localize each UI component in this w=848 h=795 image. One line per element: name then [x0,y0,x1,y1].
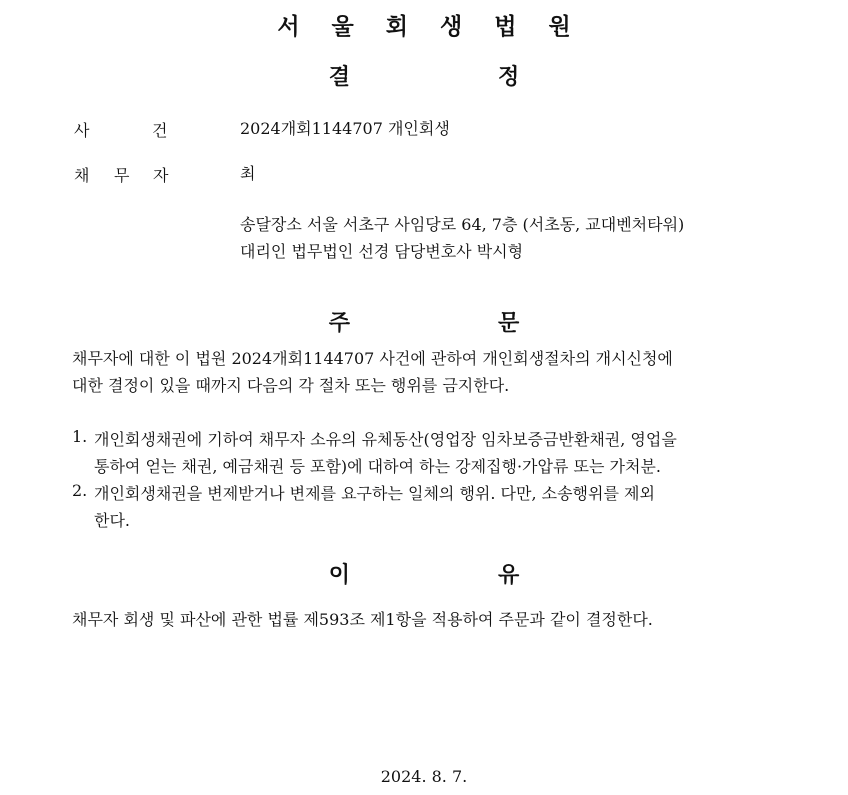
case-label: 사 건 [74,121,168,140]
order-heading: 주 문 [328,311,520,336]
reason-heading: 이 유 [328,563,520,588]
agent-info: 대리인 법무법인 선경 담당변호사 박시형 [240,242,524,261]
order-item-list [0,427,848,537]
document-title-char-2: 정 [498,65,520,90]
document-title-char-1: 결 [328,65,350,90]
decision-date: 2024. 8. 7. [380,767,468,786]
order-item-line: 한다. [94,511,130,530]
order-item-number: 1. [72,427,88,446]
order-intro-line-2: 대한 결정이 있을 때까지 다음의 각 절차 또는 행위를 금지한다. [72,376,510,395]
order-item-line: 개인회생채권을 변제받거나 변제를 요구하는 일체의 행위. 다만, 소송행위를 제외 [94,484,655,503]
order-intro-line-1: 채무자에 대한 이 법원 2024개회1144707 사건에 관하여 개인회생절차의 개시신청에 [72,349,673,368]
order-item-number: 2. [72,481,88,500]
reason-text: 채무자 회생 및 파산에 관한 법률 제593조 제1항을 적용하여 주문과 같이 결정한다. [72,610,653,629]
debtor-label: 채 무 자 [74,166,169,185]
service-address: 송달장소 서울 서초구 사임당로 64, 7층 (서초동, 교대벤처타워) [240,215,685,234]
debtor-value: 최 [240,164,256,183]
order-item-line: 개인회생채권에 기하여 채무자 소유의 유체동산(영업장 임차보증금반환채권, 영업을 [94,430,677,449]
court-name: 서 울 회 생 법 원 [277,14,583,40]
document-title [0,60,848,91]
order-item-line: 통하여 얻는 채권, 예금채권 등 포함)에 대하여 하는 강제집행·가압류 또는 가처분. [94,457,661,476]
case-value: 2024개회1144707 개인회생 [240,119,450,138]
